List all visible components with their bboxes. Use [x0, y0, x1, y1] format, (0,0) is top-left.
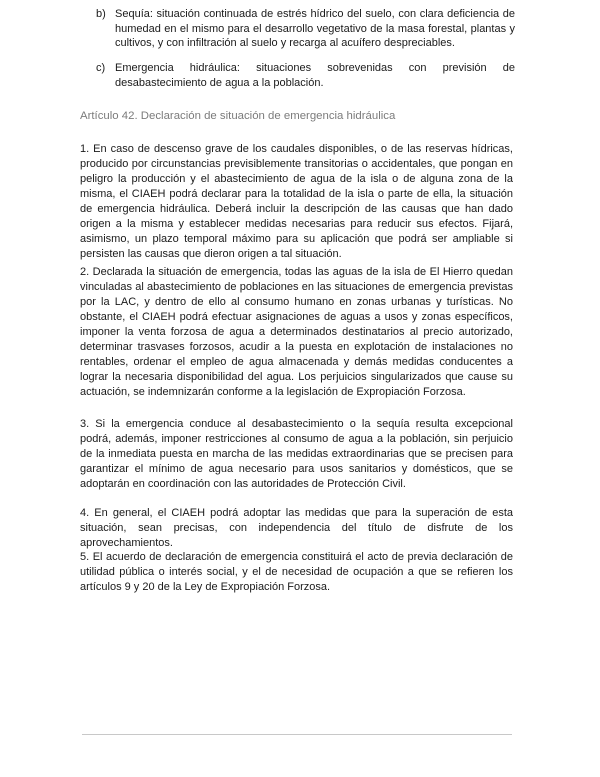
list-item-text: Emergencia hidráulica: situaciones sobrevenidas con previsión de desabastecimiento de agua a la población. — [115, 62, 515, 89]
paragraph-1: 1. En caso de descenso grave de los caudales disponibles, o de las reservas hídricas, producido por circunstancias previsiblemente transitorias o accidentales, que pongan en peligro la producción y el abastecimiento de agua de la isla o de alguna zona de la misma, el CIAEH podrá declarar para la totalidad de la isla o parte de ella, la situación de emergencia hidráulica. Deberá incluir la descripción de las causas que han dado origen a la misma y establecer medidas necesarias para reducir sus efectos. Fijará, asimismo, un plazo temporal máximo para su aplicación que podrá ser ampliable si persisten las causas que dieron origen a tal situación. — [80, 143, 513, 261]
paragraph-5: 5. El acuerdo de declaración de emergencia constituirá el acto de previa declaración de utilidad pública o interés social, y el de necesidad de ocupación a que se refieren los artículos 9 y 20 de la Ley de Expropiación Forzosa. — [80, 551, 513, 594]
footer-divider — [82, 734, 512, 735]
list-marker: c) — [96, 62, 106, 74]
paragraph-2: 2. Declarada la situación de emergencia, todas las aguas de la isla de El Hierro quedan vinculadas al abastecimiento de poblaciones en las situaciones de emergencia previstas por la LAC, y dentro de ello al consumo humano en zonas urbanas y turísticas. No obstante, el CIAEH podrá efectuar asignaciones de aguas a usos y zonas específicos, imponer la venta forzosa de agua a determinados destinatarios al precio autorizado, determinar trasvases forzosos, acudir a la puesta en explotación de instalaciones no rentables, ordenar el empleo de agua almacenada y demás medidas conducentes a lograr la necesaria disponibilidad del agua. Los perjuicios singularizados que cause su actuación, se indemnizarán conforme a la legislación de Expropiación Forzosa. — [80, 266, 513, 399]
list-marker: b) — [96, 8, 106, 20]
list-item-text: Sequía: situación continuada de estrés hídrico del suelo, con clara deficiencia de humedad en el mismo para el desarrollo vegetativo de la masa forestal, plantas y cultivos, y con infiltración al suelo y recarga al acuífero despreciables. — [115, 8, 515, 50]
paragraph-4: 4. En general, el CIAEH podrá adoptar las medidas que para la superación de esta situación, sean precisas, con independencia del título de disfrute de los aprovechamientos. — [80, 507, 513, 550]
paragraph-3: 3. Si la emergencia conduce al desabastecimiento o la sequía resulta excepcional podrá, además, imponer restricciones al consumo de agua a la población, sin perjuicio de la inmediata puesta en marcha de las medidas extraordinarias que se precisen para garantizar el mínimo de agua necesario para usos sanitarios y domésticos, que se adoptarán en coordinación con las autoridades de Protección Civil. — [80, 418, 513, 491]
article-heading: Artículo 42. Declaración de situación de emergencia hidráulica — [80, 110, 396, 122]
